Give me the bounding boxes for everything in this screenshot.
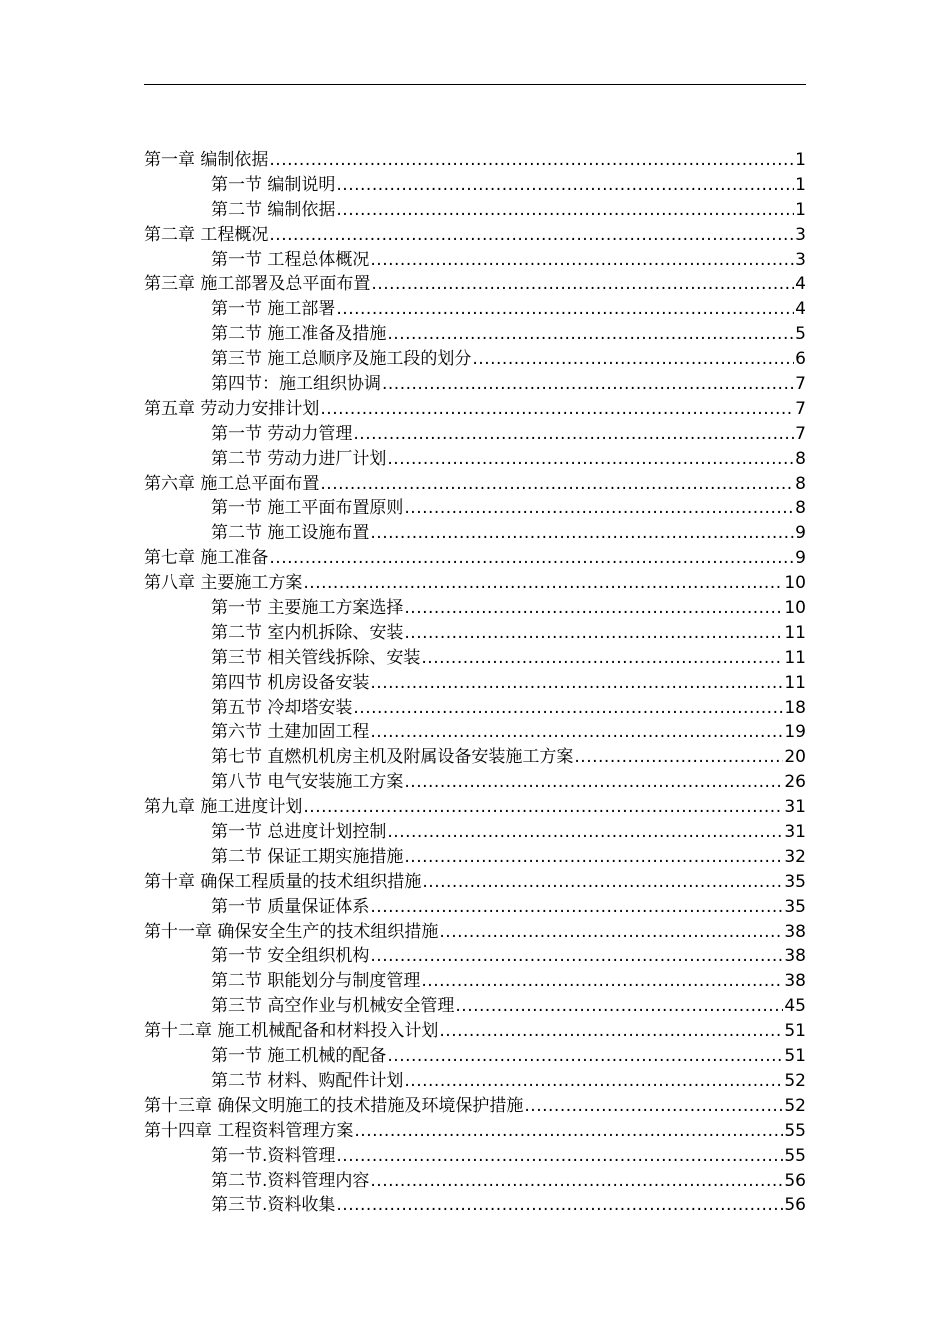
toc-entry-page-number: 7 [795, 423, 806, 444]
toc-entry-title: 第八节 电气安装施工方案 [211, 772, 404, 793]
toc-entry-page-number: 3 [795, 224, 806, 245]
dot-leader [354, 1119, 783, 1144]
dot-leader [336, 1193, 783, 1218]
dot-leader [303, 795, 783, 820]
dot-leader [439, 920, 783, 945]
toc-chapter-entry[interactable] [144, 571, 806, 596]
toc-entry-page-number: 1 [795, 174, 806, 195]
toc-entry-page-number: 7 [795, 398, 806, 419]
table-of-contents [144, 148, 806, 1218]
dot-leader [320, 472, 794, 497]
toc-entry-page-number: 31 [784, 822, 806, 843]
toc-entry-page-number: 8 [795, 448, 806, 469]
toc-section-entry[interactable] [144, 521, 806, 546]
dot-leader [404, 770, 783, 795]
dot-leader [404, 621, 783, 646]
toc-section-entry[interactable] [144, 347, 806, 372]
toc-entry-title: 第八章 主要施工方案 [144, 573, 303, 594]
toc-section-entry[interactable] [144, 895, 806, 920]
toc-section-entry[interactable] [144, 621, 806, 646]
toc-entry-title: 第二节 施工准备及措施 [211, 324, 387, 345]
dot-leader [439, 1019, 783, 1044]
toc-entry-title: 第七节 直燃机机房主机及附属设备安装施工方案 [211, 747, 574, 768]
toc-entry-page-number: 9 [795, 548, 806, 569]
dot-leader [371, 272, 794, 297]
toc-entry-title: 第五章 劳动力安排计划 [144, 398, 320, 419]
toc-entry-page-number: 8 [795, 498, 806, 519]
toc-entry-title: 第一节 安全组织机构 [211, 946, 370, 967]
dot-leader [336, 173, 794, 198]
toc-section-entry[interactable] [144, 770, 806, 795]
toc-section-entry[interactable] [144, 994, 806, 1019]
dot-leader [455, 994, 783, 1019]
dot-leader [422, 870, 783, 895]
toc-entry-title: 第一节 质量保证体系 [211, 896, 370, 917]
dot-leader [336, 198, 794, 223]
toc-entry-page-number: 11 [784, 672, 806, 693]
toc-entry-title: 第五节 冷却塔安装 [211, 697, 353, 718]
dot-leader [387, 820, 783, 845]
toc-entry-page-number: 7 [795, 374, 806, 394]
toc-entry-page-number: 1 [795, 149, 806, 170]
dot-leader [336, 1144, 783, 1169]
toc-entry-title: 第十一章 确保安全生产的技术组织措施 [144, 921, 439, 942]
dot-leader [269, 546, 794, 571]
toc-entry-page-number: 38 [784, 921, 806, 942]
toc-chapter-entry[interactable] [144, 397, 806, 422]
toc-entry-page-number: 8 [795, 473, 806, 494]
dot-leader [353, 696, 783, 721]
toc-entry-page-number: 51 [784, 1021, 806, 1042]
dot-leader [421, 969, 783, 994]
toc-entry-page-number: 10 [784, 598, 806, 619]
dot-leader [524, 1094, 783, 1119]
toc-entry-title: 第三节 高空作业与机械安全管理 [211, 996, 455, 1017]
toc-entry-title: 第四节：施工组织协调 [211, 374, 381, 394]
toc-section-entry[interactable] [144, 596, 806, 621]
toc-section-entry[interactable] [144, 1144, 806, 1169]
toc-entry-title: 第一节 主要施工方案选择 [211, 598, 404, 619]
dot-leader [370, 720, 783, 745]
dot-leader [421, 646, 783, 671]
dot-leader [370, 944, 783, 969]
toc-chapter-entry[interactable] [144, 148, 806, 173]
toc-entry-title: 第六节 土建加固工程 [211, 722, 370, 743]
toc-section-entry[interactable] [144, 173, 806, 198]
dot-leader [404, 596, 783, 621]
toc-entry-title: 第一章 编制依据 [144, 149, 269, 170]
toc-entry-title: 第七章 施工准备 [144, 548, 269, 569]
toc-entry-page-number: 18 [784, 697, 806, 718]
toc-entry-title: 第一节 编制说明 [211, 174, 336, 195]
toc-entry-title: 第一节 施工部署 [211, 299, 336, 320]
toc-section-entry[interactable] [144, 845, 806, 870]
toc-entry-title: 第一节 施工机械的配备 [211, 1046, 387, 1067]
toc-entry-title: 第二节.资料管理内容 [211, 1170, 370, 1191]
toc-section-entry[interactable] [144, 646, 806, 671]
dot-leader [320, 397, 794, 422]
toc-section-entry[interactable] [144, 1069, 806, 1094]
toc-section-entry[interactable] [144, 720, 806, 745]
toc-entry-title: 第一节 工程总体概况 [211, 249, 370, 270]
dot-leader [353, 422, 794, 447]
toc-entry-title: 第二节 职能划分与制度管理 [211, 971, 421, 992]
dot-leader [370, 671, 783, 696]
toc-entry-page-number: 6 [795, 349, 806, 370]
toc-section-entry[interactable] [144, 496, 806, 521]
toc-entry-page-number: 32 [784, 846, 806, 867]
dot-leader [387, 447, 794, 472]
toc-chapter-entry[interactable] [144, 223, 806, 248]
toc-entry-page-number: 56 [784, 1170, 806, 1191]
toc-entry-page-number: 55 [784, 1120, 806, 1141]
toc-entry-page-number: 55 [784, 1145, 806, 1166]
dot-leader [404, 845, 783, 870]
toc-entry-title: 第二章 工程概况 [144, 224, 269, 245]
dot-leader [404, 496, 794, 521]
toc-section-entry[interactable] [144, 297, 806, 322]
toc-entry-title: 第一节 总进度计划控制 [211, 822, 387, 843]
toc-entry-page-number: 35 [784, 871, 806, 892]
toc-section-entry[interactable] [144, 447, 806, 472]
toc-section-entry[interactable] [144, 969, 806, 994]
toc-section-entry[interactable] [144, 696, 806, 721]
toc-chapter-entry[interactable] [144, 1019, 806, 1044]
toc-entry-title: 第三章 施工部署及总平面布置 [144, 274, 371, 295]
toc-section-entry[interactable] [144, 198, 806, 223]
dot-leader [370, 895, 783, 920]
toc-section-entry[interactable] [144, 372, 806, 397]
dot-leader [387, 322, 794, 347]
dot-leader [382, 372, 794, 397]
toc-entry-title: 第二节 室内机拆除、安装 [211, 622, 404, 643]
toc-section-entry[interactable] [144, 322, 806, 347]
toc-chapter-entry[interactable] [144, 272, 806, 297]
dot-leader [472, 347, 794, 372]
toc-entry-page-number: 45 [784, 996, 806, 1017]
toc-entry-page-number: 56 [784, 1195, 806, 1216]
toc-entry-page-number: 38 [784, 971, 806, 992]
dot-leader [336, 297, 794, 322]
dot-leader [370, 1169, 783, 1194]
toc-section-entry[interactable] [144, 248, 806, 273]
toc-entry-page-number: 3 [795, 249, 806, 270]
toc-entry-page-number: 11 [784, 647, 806, 668]
toc-chapter-entry[interactable] [144, 546, 806, 571]
toc-entry-page-number: 4 [795, 299, 806, 320]
dot-leader [269, 148, 794, 173]
header-rule [144, 84, 806, 85]
toc-entry-page-number: 10 [784, 573, 806, 594]
toc-entry-title: 第一节 施工平面布置原则 [211, 498, 404, 519]
toc-section-entry[interactable] [144, 945, 806, 970]
toc-chapter-entry[interactable] [144, 1094, 806, 1119]
toc-section-entry[interactable] [144, 745, 806, 770]
dot-leader [387, 1044, 783, 1069]
toc-entry-title: 第六章 施工总平面布置 [144, 473, 320, 494]
toc-entry-page-number: 4 [795, 274, 806, 295]
toc-chapter-entry[interactable] [144, 1119, 806, 1144]
toc-entry-title: 第三节 相关管线拆除、安装 [211, 647, 421, 668]
toc-entry-page-number: 9 [795, 523, 806, 544]
toc-chapter-entry[interactable] [144, 795, 806, 820]
toc-entry-page-number: 1 [795, 199, 806, 220]
toc-entry-title: 第二节 编制依据 [211, 199, 336, 220]
toc-entry-page-number: 11 [784, 622, 806, 643]
toc-section-entry[interactable] [144, 1044, 806, 1069]
toc-entry-title: 第十章 确保工程质量的技术组织措施 [144, 871, 422, 892]
toc-entry-page-number: 35 [784, 896, 806, 917]
toc-chapter-entry[interactable] [144, 920, 806, 945]
toc-chapter-entry[interactable] [144, 472, 806, 497]
toc-entry-page-number: 19 [784, 722, 806, 743]
toc-entry-page-number: 31 [784, 797, 806, 818]
toc-entry-title: 第十二章 施工机械配备和材料投入计划 [144, 1021, 439, 1042]
dot-leader [370, 521, 794, 546]
dot-leader [269, 223, 794, 248]
toc-entry-page-number: 26 [784, 772, 806, 793]
dot-leader [370, 248, 794, 273]
toc-entry-title: 第十三章 确保文明施工的技术措施及环境保护措施 [144, 1095, 524, 1116]
dot-leader [404, 1069, 783, 1094]
toc-entry-title: 第九章 施工进度计划 [144, 797, 303, 818]
toc-section-entry[interactable] [144, 1193, 806, 1218]
toc-section-entry[interactable] [144, 671, 806, 696]
toc-entry-title: 第二节 保证工期实施措施 [211, 846, 404, 867]
toc-section-entry[interactable] [144, 820, 806, 845]
toc-entry-title: 第二节 材料、购配件计划 [211, 1070, 404, 1091]
toc-entry-page-number: 20 [784, 747, 806, 768]
toc-entry-title: 第三节 施工总顺序及施工段的划分 [211, 349, 472, 370]
toc-entry-page-number: 52 [784, 1070, 806, 1091]
toc-entry-title: 第四节 机房设备安装 [211, 672, 370, 693]
toc-entry-title: 第一节 劳动力管理 [211, 423, 353, 444]
toc-entry-title: 第二节 施工设施布置 [211, 523, 370, 544]
toc-entry-page-number: 52 [784, 1095, 806, 1116]
dot-leader [303, 571, 783, 596]
toc-section-entry[interactable] [144, 422, 806, 447]
toc-entry-title: 第十四章 工程资料管理方案 [144, 1120, 354, 1141]
toc-entry-page-number: 38 [784, 946, 806, 967]
toc-chapter-entry[interactable] [144, 870, 806, 895]
toc-section-entry[interactable] [144, 1169, 806, 1194]
toc-entry-title: 第一节.资料管理 [211, 1145, 336, 1166]
toc-entry-page-number: 51 [784, 1046, 806, 1067]
toc-entry-page-number: 5 [795, 324, 806, 345]
dot-leader [574, 745, 783, 770]
toc-entry-title: 第三节.资料收集 [211, 1195, 336, 1216]
toc-entry-title: 第二节 劳动力进厂计划 [211, 448, 387, 469]
